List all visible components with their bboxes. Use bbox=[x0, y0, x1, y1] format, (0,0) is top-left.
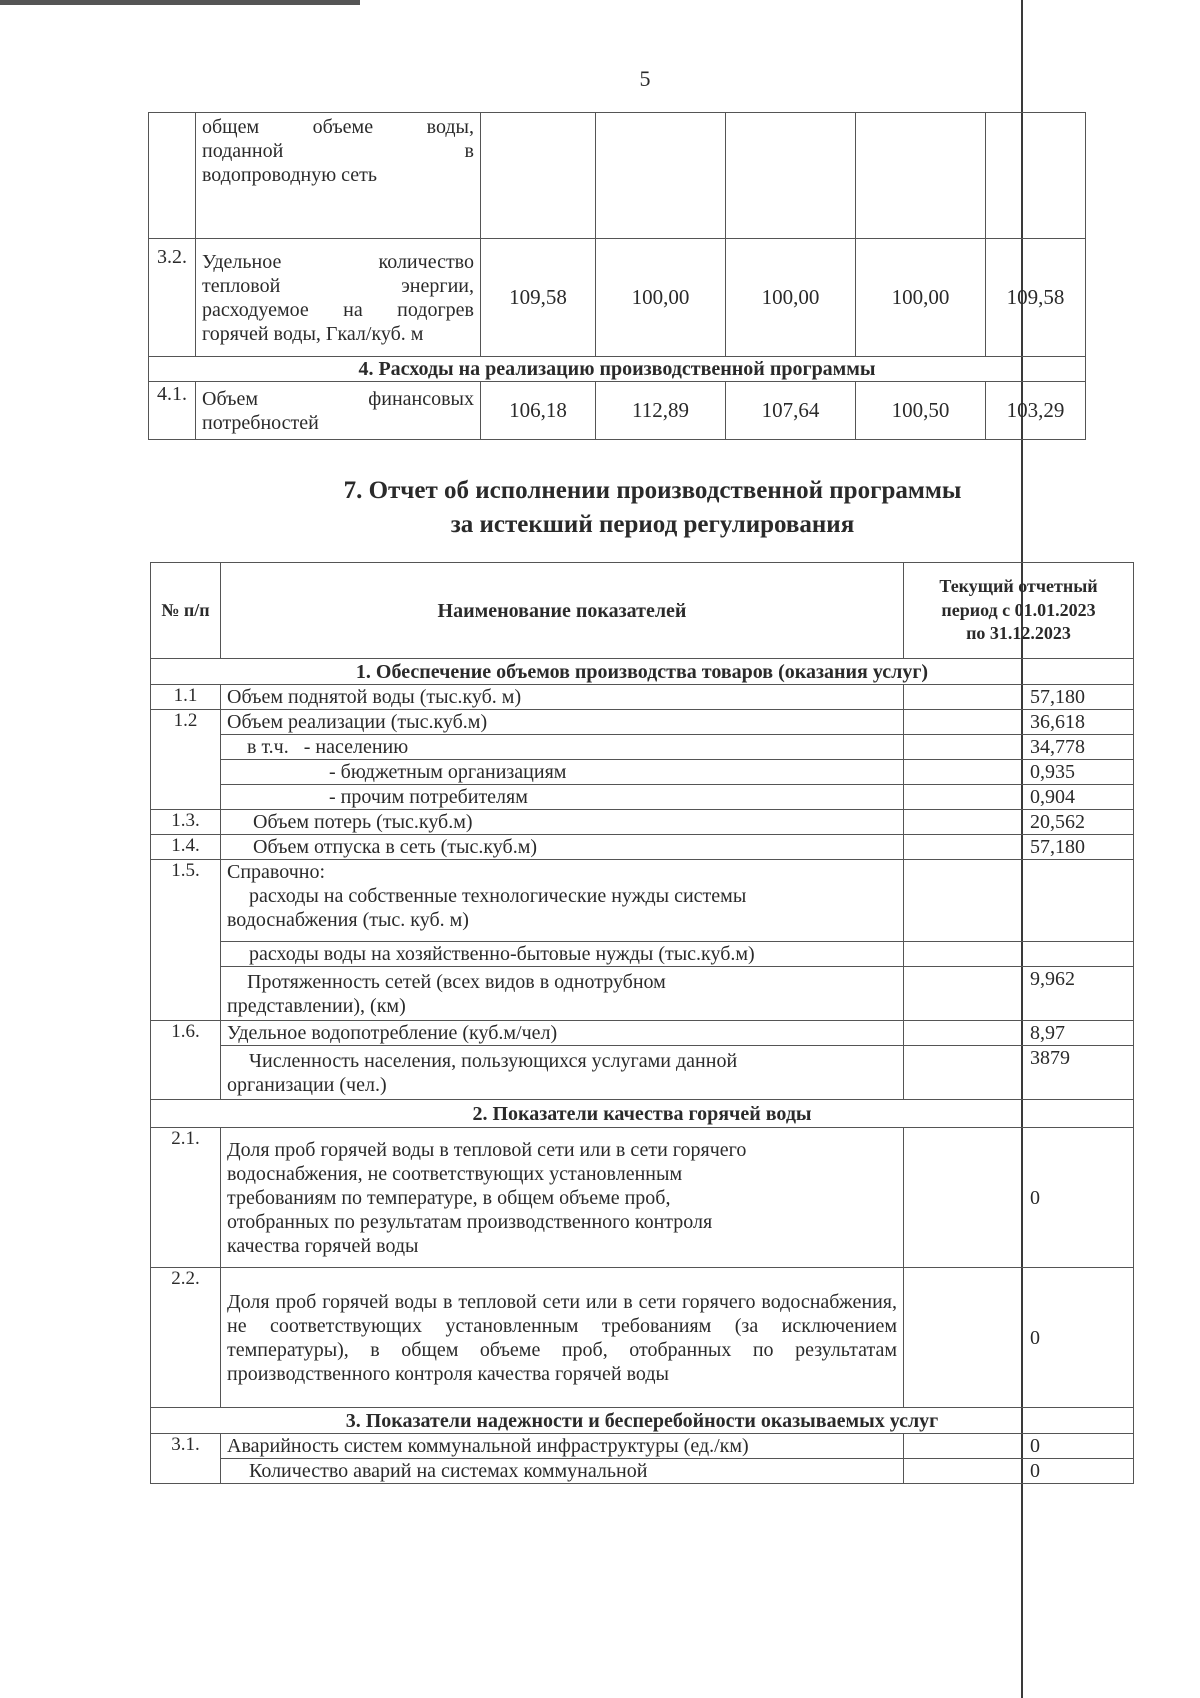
value-cell: 0,935 bbox=[904, 760, 1134, 785]
table-row bbox=[151, 1459, 1134, 1484]
value-cell: 103,29 bbox=[986, 382, 1086, 440]
row-name bbox=[196, 113, 481, 239]
row-name-line: организации (чел.) bbox=[227, 1073, 387, 1096]
section-heading bbox=[220, 474, 1085, 542]
row-number: 3.2. bbox=[149, 239, 196, 357]
value-cell bbox=[986, 113, 1086, 239]
value-cell: 20,562 bbox=[904, 810, 1134, 835]
value-cell bbox=[904, 942, 1134, 967]
value-cell: 109,58 bbox=[986, 239, 1086, 357]
row-name bbox=[221, 967, 904, 1021]
row-name-line: водоснабжения, не соответствующих установленным bbox=[227, 1162, 683, 1185]
table-row bbox=[151, 1268, 1134, 1408]
value-cell: 57,180 bbox=[904, 835, 1134, 860]
value-cell: 9,962 bbox=[904, 967, 1134, 1021]
row-name: Объем потерь (тыс.куб.м) bbox=[221, 810, 904, 835]
indicators-continuation-table bbox=[148, 112, 1086, 440]
row-name-line: представлении), (км) bbox=[227, 994, 406, 1017]
table-row bbox=[151, 685, 1134, 710]
value-cell: 100,00 bbox=[596, 239, 726, 357]
value-cell: 0 bbox=[904, 1434, 1134, 1459]
page-number: 5 bbox=[639, 66, 651, 91]
value-cell bbox=[856, 113, 986, 239]
row-name-line: общем объеме воды, bbox=[202, 116, 474, 138]
value-cell: 109,58 bbox=[481, 239, 596, 357]
section-row bbox=[151, 1408, 1134, 1434]
row-number: 1.4. bbox=[151, 835, 221, 860]
value-cell bbox=[904, 860, 1134, 942]
table-row bbox=[149, 239, 1086, 357]
table-row bbox=[151, 1021, 1134, 1046]
row-name: расходы воды на хозяйственно-бытовые нужды (тыс.куб.м) bbox=[221, 942, 904, 967]
row-name-line: Доля проб горячей воды в тепловой сети или в сети горячего bbox=[227, 1138, 747, 1161]
table-row bbox=[151, 835, 1134, 860]
row-number: 3.1. bbox=[151, 1434, 221, 1484]
value-cell: 3879 bbox=[904, 1046, 1134, 1100]
table-row bbox=[151, 735, 1134, 760]
row-name: Доля проб горячей воды в тепловой сети или в сети горячего водоснабжения, не соответствующих установленным требованиям (за исключением температуры), в общем объеме проб, отобранных по результатам производственного контроля качества горячей воды bbox=[221, 1268, 904, 1408]
row-name-line: водопроводную сеть bbox=[202, 164, 378, 186]
value-cell: 100,00 bbox=[726, 239, 856, 357]
table-row bbox=[151, 1434, 1134, 1459]
heading-line-1: 7. Отчет об исполнении производственной программы bbox=[343, 477, 962, 504]
row-name-line: Численность населения, пользующихся услугами данной bbox=[249, 1049, 738, 1072]
table-row bbox=[149, 382, 1086, 440]
table-row bbox=[151, 942, 1134, 967]
value-cell: 100,00 bbox=[856, 239, 986, 357]
row-name-line: тепловой энергии, bbox=[202, 274, 474, 297]
row-name: Удельное водопотребление (куб.м/чел) bbox=[221, 1021, 904, 1046]
row-name: - прочим потребителям bbox=[221, 785, 904, 810]
table-row bbox=[151, 810, 1134, 835]
row-name-line: требованиям по температуре, в общем объеме проб, bbox=[227, 1186, 671, 1209]
section-title: 1. Обеспечение объемов производства товаров (оказания услуг) bbox=[151, 659, 1134, 685]
row-name: Количество аварий на системах коммунальной bbox=[221, 1459, 904, 1484]
value-cell: 107,64 bbox=[726, 382, 856, 440]
section-title: 3. Показатели надежности и бесперебойности оказываемых услуг bbox=[151, 1408, 1134, 1434]
value-cell: 34,778 bbox=[904, 735, 1134, 760]
row-number: 1.5. bbox=[151, 860, 221, 1021]
table-row bbox=[151, 1128, 1134, 1268]
row-number: 1.6. bbox=[151, 1021, 221, 1100]
table-row bbox=[149, 113, 1086, 239]
header-period-line: Текущий отчетный bbox=[939, 576, 1098, 597]
row-name bbox=[196, 239, 481, 357]
table-row bbox=[151, 760, 1134, 785]
header-period-line: по 31.12.2023 bbox=[966, 623, 1071, 644]
row-name: Объем поднятой воды (тыс.куб. м) bbox=[221, 685, 904, 710]
value-cell bbox=[481, 113, 596, 239]
table-row bbox=[151, 967, 1134, 1021]
row-name-line: Объем финансовых bbox=[202, 387, 474, 410]
value-cell: 112,89 bbox=[596, 382, 726, 440]
row-name-line: расходуемое на подогрев bbox=[202, 298, 474, 321]
row-name-line: Удельное количество bbox=[202, 250, 474, 273]
section-title: 2. Показатели качества горячей воды bbox=[151, 1100, 1134, 1128]
header-period-line: период с 01.01.2023 bbox=[941, 599, 1096, 620]
row-name-line: поданной в bbox=[202, 140, 474, 162]
row-name bbox=[221, 1046, 904, 1100]
value-cell: 8,97 bbox=[904, 1021, 1134, 1046]
header-name: Наименование показателей bbox=[221, 563, 904, 659]
row-name-line: потребностей bbox=[202, 411, 319, 434]
header-period bbox=[904, 563, 1134, 659]
value-cell: 57,180 bbox=[904, 685, 1134, 710]
row-name bbox=[196, 382, 481, 440]
row-name: в т.ч. - населению bbox=[221, 735, 904, 760]
row-name-line: расходы на собственные технологические нужды системы bbox=[249, 885, 747, 907]
row-name bbox=[221, 860, 904, 942]
row-name: - бюджетным организациям bbox=[221, 760, 904, 785]
heading-line-2: за истекший период регулирования bbox=[450, 510, 855, 538]
row-name-line: Протяженность сетей (всех видов в однотрубном bbox=[247, 970, 666, 993]
row-number: 2.2. bbox=[151, 1268, 221, 1408]
row-number: 4.1. bbox=[149, 382, 196, 440]
row-name bbox=[221, 1128, 904, 1268]
section-row bbox=[151, 1100, 1134, 1128]
production-program-report-table bbox=[150, 562, 1134, 1484]
row-name: Объем реализации (тыс.куб.м) bbox=[221, 710, 904, 735]
value-cell: 0 bbox=[904, 1268, 1134, 1408]
row-number bbox=[149, 113, 196, 239]
value-cell bbox=[726, 113, 856, 239]
row-name: Аварийность систем коммунальной инфраструктуры (ед./км) bbox=[221, 1434, 904, 1459]
value-cell: 36,618 bbox=[904, 710, 1134, 735]
row-name-line: качества горячей воды bbox=[227, 1234, 419, 1257]
scan-edge-mark bbox=[0, 0, 360, 5]
value-cell: 0 bbox=[904, 1128, 1134, 1268]
value-cell: 100,50 bbox=[856, 382, 986, 440]
value-cell: 0,904 bbox=[904, 785, 1134, 810]
row-number: 2.1. bbox=[151, 1128, 221, 1268]
row-number: 1.3. bbox=[151, 810, 221, 835]
table-row bbox=[151, 710, 1134, 735]
table-row bbox=[151, 785, 1134, 810]
section-title: 4. Расходы на реализацию производственной программы bbox=[149, 357, 1086, 382]
header-number: № п/п bbox=[151, 563, 221, 659]
row-number: 1.1 bbox=[151, 685, 221, 710]
value-cell: 106,18 bbox=[481, 382, 596, 440]
value-cell: 0 bbox=[904, 1459, 1134, 1484]
header-row bbox=[151, 563, 1134, 659]
section-row bbox=[149, 357, 1086, 382]
row-name-line: Справочно: bbox=[227, 861, 326, 883]
row-name-line: водоснабжения (тыс. куб. м) bbox=[227, 909, 469, 931]
table-row bbox=[151, 860, 1134, 942]
row-name-line: горячей воды, Гкал/куб. м bbox=[202, 322, 424, 345]
row-name: Объем отпуска в сеть (тыс.куб.м) bbox=[221, 835, 904, 860]
row-number: 1.2 bbox=[151, 710, 221, 810]
row-name-line: отобранных по результатам производственного контроля bbox=[227, 1210, 713, 1233]
table-row bbox=[151, 1046, 1134, 1100]
section-row bbox=[151, 659, 1134, 685]
value-cell bbox=[596, 113, 726, 239]
